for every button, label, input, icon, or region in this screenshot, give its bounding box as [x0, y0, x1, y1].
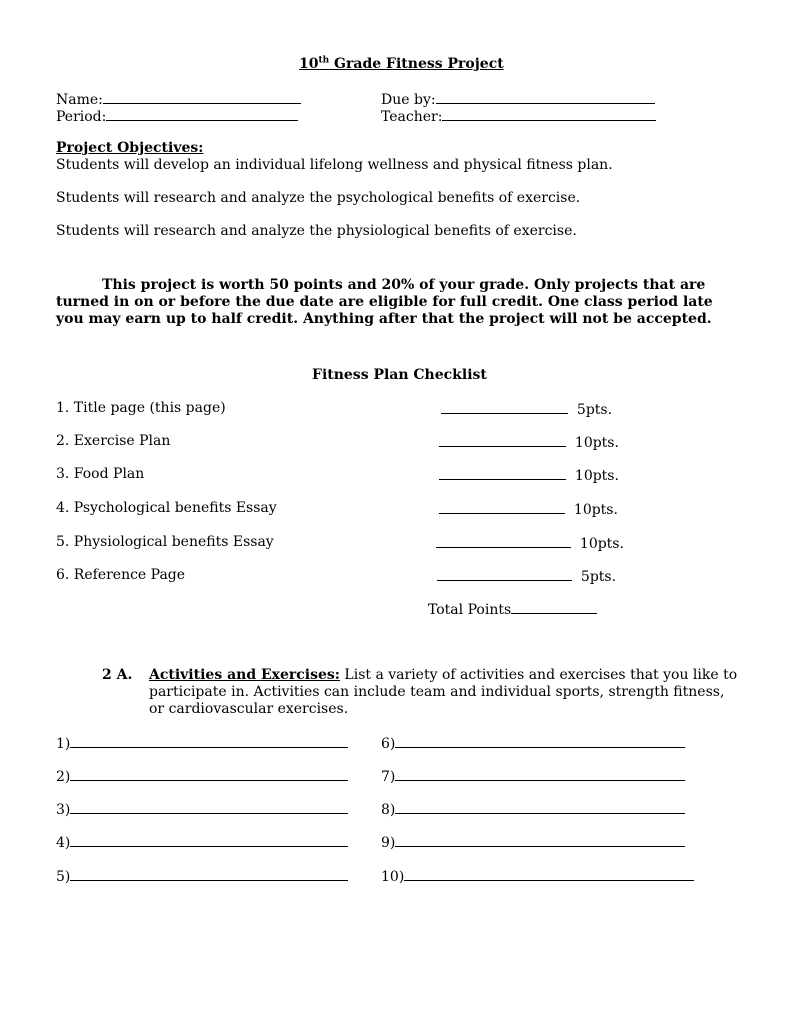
checklist-item-score[interactable]: [439, 433, 619, 452]
activity-number: 8): [381, 802, 396, 818]
checklist-item-points: 10pts.: [574, 435, 619, 451]
activity-blank[interactable]: [395, 800, 685, 814]
section-heading: Activities and Exercises:: [149, 667, 340, 683]
checklist-item-points: 10pts.: [579, 536, 624, 552]
activity-blank[interactable]: [70, 734, 348, 748]
name-blank[interactable]: [103, 90, 301, 104]
checklist-item-score[interactable]: [436, 534, 624, 553]
activity-number: 6): [381, 736, 396, 752]
period-field[interactable]: [56, 107, 298, 126]
section-number: 2 A.: [102, 667, 133, 683]
activity-number: 7): [381, 769, 396, 785]
section-instructions: List a variety of activities and exercises that you like to participate in. Activities can include team and individual sports, strength fitness, or cardiovascular exercises.: [149, 667, 738, 717]
period-label: Period:: [56, 109, 107, 125]
due-blank[interactable]: [436, 90, 655, 104]
checklist-item-score[interactable]: [439, 500, 618, 519]
activity-line-3[interactable]: [56, 800, 348, 819]
score-blank[interactable]: [439, 500, 565, 514]
activity-line-1[interactable]: [56, 734, 348, 753]
activity-blank[interactable]: [70, 867, 348, 881]
grading-notice: This project is worth 50 points and 20% of your grade. Only projects that are turned in on or before the due date are eligible for full credit. One class period late you may earn up to half credit. Anything after that the project will not be accepted.: [56, 277, 713, 327]
activity-number: 2): [56, 769, 71, 785]
activity-number: 9): [381, 835, 396, 851]
activity-blank[interactable]: [70, 800, 348, 814]
activity-blank[interactable]: [404, 867, 694, 881]
score-blank[interactable]: [437, 567, 572, 581]
checklist-item-points: 10pts.: [573, 502, 618, 518]
activity-line-10[interactable]: [381, 867, 694, 886]
checklist-item-points: 5pts.: [576, 402, 613, 418]
activity-blank[interactable]: [395, 833, 685, 847]
activity-line-7[interactable]: [381, 767, 685, 786]
total-points-field[interactable]: [428, 600, 597, 619]
activity-line-9[interactable]: [381, 833, 685, 852]
activity-number: 1): [56, 736, 71, 752]
page-title: [299, 56, 504, 73]
checklist-item-score[interactable]: [439, 466, 619, 485]
activity-blank[interactable]: [395, 734, 685, 748]
activity-line-2[interactable]: [56, 767, 348, 786]
checklist-item-label: 6. Reference Page: [56, 567, 186, 583]
objectives-heading: Project Objectives:: [56, 140, 204, 156]
score-blank[interactable]: [441, 400, 568, 414]
checklist-item-label: 3. Food Plan: [56, 466, 145, 482]
activity-number: 5): [56, 869, 71, 885]
score-blank[interactable]: [439, 433, 566, 447]
title-rest: Grade Fitness Project: [329, 56, 504, 72]
score-blank[interactable]: [439, 466, 566, 480]
checklist-item-points: 5pts.: [580, 569, 617, 585]
activity-blank[interactable]: [395, 767, 685, 781]
activity-number: 3): [56, 802, 71, 818]
checklist-item-label: 5. Physiological benefits Essay: [56, 534, 274, 550]
checklist-item-label: 4. Psychological benefits Essay: [56, 500, 277, 516]
title-prefix: 10: [299, 56, 319, 72]
teacher-label: Teacher:: [381, 109, 443, 125]
title-superscript: th: [318, 55, 330, 66]
objective-item: Students will research and analyze the psychological benefits of exercise.: [56, 190, 581, 206]
teacher-blank[interactable]: [442, 107, 656, 121]
teacher-field[interactable]: [381, 107, 656, 126]
objective-item: Students will research and analyze the physiological benefits of exercise.: [56, 223, 577, 239]
due-label: Due by:: [381, 92, 436, 108]
activity-blank[interactable]: [70, 767, 348, 781]
total-points-label: Total Points: [428, 602, 512, 618]
objective-item: Students will develop an individual lifelong wellness and physical fitness plan.: [56, 157, 613, 173]
checklist-item-label: 2. Exercise Plan: [56, 433, 171, 449]
total-points-blank[interactable]: [511, 600, 597, 614]
checklist-item-score[interactable]: [441, 400, 612, 419]
period-blank[interactable]: [106, 107, 298, 121]
score-blank[interactable]: [436, 534, 571, 548]
checklist-item-label: 1. Title page (this page): [56, 400, 226, 416]
activity-line-6[interactable]: [381, 734, 685, 753]
checklist-item-points: 10pts.: [574, 468, 619, 484]
page-title-text: [299, 56, 504, 72]
activity-blank[interactable]: [70, 833, 348, 847]
activity-line-5[interactable]: [56, 867, 348, 886]
activity-number: 4): [56, 835, 71, 851]
activity-number: 10): [381, 869, 405, 885]
checklist-item-score[interactable]: [437, 567, 616, 586]
activity-line-8[interactable]: [381, 800, 685, 819]
section-2a-body: [149, 667, 739, 718]
checklist-heading: Fitness Plan Checklist: [312, 367, 487, 383]
activity-line-4[interactable]: [56, 833, 348, 852]
name-label: Name:: [56, 92, 103, 108]
